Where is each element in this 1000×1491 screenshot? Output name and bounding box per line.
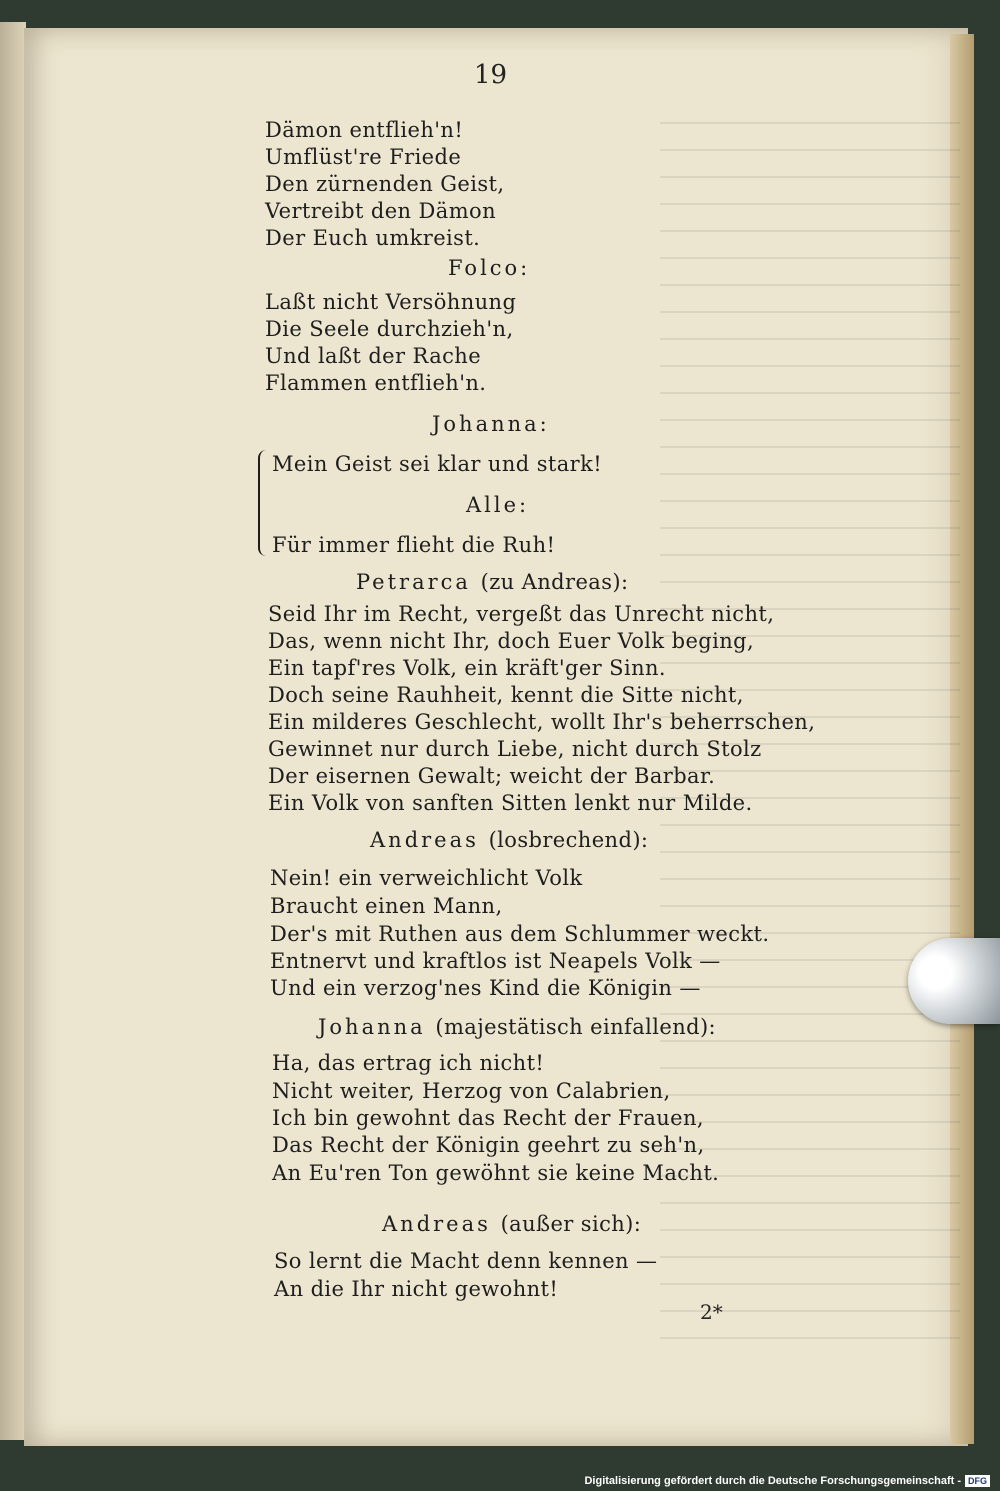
verse-line: Ein tapf'res Volk, ein kräft'ger Sinn.: [268, 656, 667, 680]
speaker-label: [382, 1212, 641, 1236]
speaker-label: [370, 828, 648, 852]
page-number: 19: [474, 60, 508, 90]
verse-line: Vertreibt den Dämon: [265, 199, 496, 223]
verse-line: Für immer flieht die Ruh!: [272, 533, 556, 557]
stage-direction: (außer sich):: [500, 1212, 642, 1236]
speaker-name: Petrarca: [356, 570, 471, 594]
dfg-logo: DFG: [965, 1475, 990, 1487]
verse-line: Entnervt und kraftlos ist Neapels Volk —: [270, 949, 721, 973]
stage-direction: (majestätisch einfallend):: [435, 1015, 717, 1039]
speaker-label: [356, 570, 628, 594]
verse-line: Und ein verzog'nes Kind die Königin —: [270, 976, 701, 1000]
verse-line: Doch seine Rauhheit, kennt die Sitte nicht,: [268, 683, 744, 707]
speaker-name: Andreas: [370, 828, 479, 852]
speaker-name: Johanna: [318, 1015, 426, 1039]
page-stack-edge: [950, 34, 974, 1444]
verse-line: Laßt nicht Versöhnung: [265, 290, 517, 314]
facing-page-edge: [0, 22, 26, 1440]
digitization-footer: [584, 1472, 990, 1490]
verse-line: Ein milderes Geschlecht, wollt Ihr's beherrschen,: [268, 710, 816, 734]
verse-line: Nicht weiter, Herzog von Calabrien,: [272, 1079, 671, 1103]
speaker-label: [448, 256, 530, 280]
speaker-name: Alle:: [466, 493, 530, 517]
verse-line: Ich bin gewohnt das Recht der Frauen,: [272, 1106, 704, 1130]
brace: [258, 450, 270, 556]
verse-line: Ein Volk von sanften Sitten lenkt nur Milde.: [268, 791, 753, 815]
verse-line: Der Euch umkreist.: [265, 226, 481, 250]
speaker-label: [432, 412, 550, 436]
speaker-name: Folco:: [448, 256, 531, 280]
verse-line: Das Recht der Königin geehrt zu seh'n,: [272, 1133, 705, 1157]
speaker-name: Johanna:: [432, 412, 550, 436]
stage-direction: (losbrechend):: [488, 828, 649, 852]
verse-line: Dämon entflieh'n!: [265, 118, 464, 142]
verse-line: Den zürnenden Geist,: [265, 172, 505, 196]
verse-line: Umflüst're Friede: [265, 145, 462, 169]
verse-line: Der eisernen Gewalt; weicht der Barbar.: [268, 764, 716, 788]
verse-line: So lernt die Macht denn kennen —: [274, 1249, 658, 1273]
speaker-label: [318, 1015, 716, 1039]
stage-direction: (zu Andreas):: [480, 570, 629, 594]
speaker-name: Andreas: [382, 1212, 491, 1236]
verse-line: Die Seele durchzieh'n,: [265, 317, 514, 341]
verse-line: An die Ihr nicht gewohnt!: [274, 1277, 559, 1301]
verse-line: Mein Geist sei klar und stark!: [272, 452, 603, 476]
verse-line: An Eu'ren Ton gewöhnt sie keine Macht.: [272, 1161, 720, 1185]
signature-mark: 2*: [700, 1300, 723, 1324]
verse-line: Seid Ihr im Recht, vergeßt das Unrecht nicht,: [268, 602, 775, 626]
verse-line: Gewinnet nur durch Liebe, nicht durch Stolz: [268, 737, 762, 761]
verse-line: Ha, das ertrag ich nicht!: [272, 1051, 545, 1075]
page-clip: [908, 938, 1000, 1024]
verse-line: Das, wenn nicht Ihr, doch Euer Volk beging,: [268, 629, 755, 653]
speaker-label: [466, 493, 529, 517]
verse-line: Flammen entflieh'n.: [265, 371, 487, 395]
verse-line: Nein! ein verweichlicht Volk: [270, 866, 583, 890]
verse-line: Und laßt der Rache: [265, 344, 482, 368]
footer-text: Digitalisierung gefördert durch die Deutsche Forschungsgemeinschaft -: [584, 1475, 961, 1487]
verse-line: Der's mit Ruthen aus dem Schlummer weckt.: [270, 922, 770, 946]
verse-line: Braucht einen Mann,: [270, 894, 503, 918]
